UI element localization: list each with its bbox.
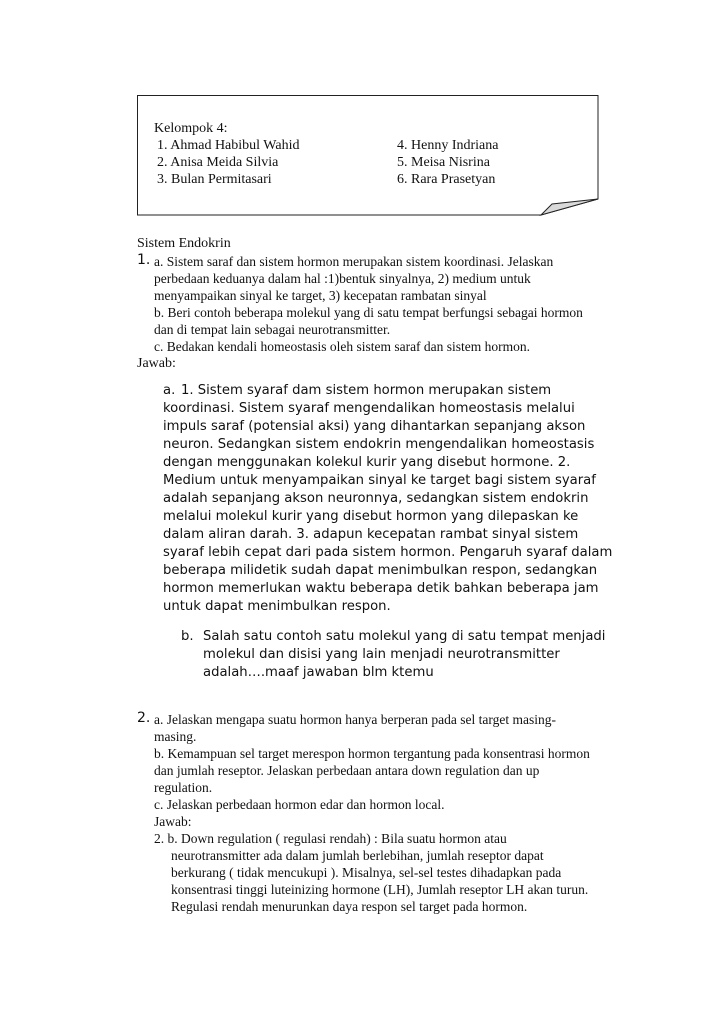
answer-b-line: adalah….maaf jawaban blm ktemu — [203, 665, 434, 680]
answer-b-line: Salah satu contoh satu molekul yang di satu tempat menjadi — [203, 629, 606, 644]
question-2-line: regulation. — [154, 780, 213, 795]
section-title: Sistem Endokrin — [137, 236, 231, 251]
answer-2b-line: Regulasi rendah menurunkan daya respon sel target pada hormon. — [171, 899, 528, 914]
answer-a-line: 1. Sistem syaraf dam sistem hormon merupakan sistem — [181, 383, 552, 398]
answer-2b-line: konsentrasi tinggi luteinizing hormone (LH), Jumlah reseptor LH akan turun. — [171, 882, 589, 897]
question-2-line: a. Jelaskan mengapa suatu hormon hanya berperan pada sel target masing- — [154, 712, 556, 727]
member-5: 5. Meisa Nisrina — [397, 155, 490, 170]
answer-a-line: impuls saraf (potensial aksi) yang dihantarkan sepanjang akson — [163, 419, 586, 434]
answer-b-line: molekul dan disisi yang lain menjadi neurotransmitter — [203, 647, 560, 662]
member-3: 3. Bulan Permitasari — [157, 172, 272, 187]
answer-a-line: koordinasi. Sistem syaraf mengendalikan homeostasis melalui — [163, 401, 575, 416]
member-1: 1. Ahmad Habibul Wahid — [157, 138, 300, 153]
answer-a-line: untuk dapat menimbulkan respon. — [163, 599, 391, 614]
answer-b-marker: b. — [181, 629, 194, 644]
question-1-line: dan di tempat lain sebagai neurotransmitter. — [154, 322, 391, 337]
answer-a-line: neuron. Sedangkan sistem endokrin mengendalikan homeostasis — [163, 437, 595, 452]
answer-a-line: Medium untuk menyampaikan sinyal ke target bagi sistem syaraf — [163, 473, 596, 488]
question-2-line: b. Kemampuan sel target merespon hormon tergantung pada konsentrasi hormon — [154, 746, 590, 761]
member-4: 4. Henny Indriana — [397, 138, 499, 153]
answer-a-line: syaraf lebih cepat dari pada sistem hormon. Pengaruh syaraf dalam — [163, 545, 613, 560]
member-6: 6. Rara Prasetyan — [397, 172, 496, 187]
answer-a-line: adalah sepanjang akson neuronnya, sedangkan sistem endokrin — [163, 491, 589, 506]
question-2-line: 2. b. Down regulation ( regulasi rendah) : Bila suatu hormon atau — [154, 831, 507, 846]
answer-a-line: dengan menggunakan kolekul kurir yang disebut hormone. 2. — [163, 455, 571, 470]
group-title: Kelompok 4: — [154, 121, 228, 136]
answer-a-line: melalui molekul kurir yang disebut hormon yang dilepaskan ke — [163, 509, 579, 524]
answer-a-line: dalam aliran darah. 3. adapun kecepatan rambat sinyal sistem — [163, 527, 579, 542]
question-1-line: perbedaan keduanya dalam hal :1)bentuk sinyalnya, 2) medium untuk — [154, 271, 531, 286]
question-1-line: b. Beri contoh beberapa molekul yang di satu tempat berfungsi sebagai hormon — [154, 305, 583, 320]
answer-a-line: beberapa milidetik sudah dapat menimbulkan respon, sedangkan — [163, 563, 598, 578]
question-2-line: masing. — [154, 729, 197, 744]
question-2-line: Jawab: — [154, 814, 192, 829]
question-2-number: 2. — [137, 710, 151, 726]
answer-a-marker: a. — [163, 383, 176, 398]
group-box — [137, 95, 598, 215]
question-1-line: a. Sistem saraf dan sistem hormon merupakan sistem koordinasi. Jelaskan — [154, 254, 554, 269]
member-2: 2. Anisa Meida Silvia — [157, 155, 279, 170]
answer-2b-line: berkurang ( tidak mencukupi ). Misalnya, sel-sel testes dihadapkan pada — [171, 865, 562, 880]
question-1-line: c. Bedakan kendali homeostasis oleh sistem saraf dan sistem hormon. — [154, 339, 531, 354]
answer-label: Jawab: — [137, 356, 176, 371]
question-1-number: 1. — [137, 252, 151, 268]
question-2-line: c. Jelaskan perbedaan hormon edar dan hormon local. — [154, 797, 445, 812]
answer-2b-line: neurotransmitter ada dalam jumlah berlebihan, jumlah reseptor dapat — [171, 848, 544, 863]
answer-a-line: hormon memerlukan waktu beberapa detik bahkan beberapa jam — [163, 581, 599, 596]
question-2-line: dan jumlah reseptor. Jelaskan perbedaan antara down regulation dan up — [154, 763, 540, 778]
question-1-line: menyampaikan sinyal ke target, 3) kecepatan rambatan sinyal — [154, 288, 487, 303]
